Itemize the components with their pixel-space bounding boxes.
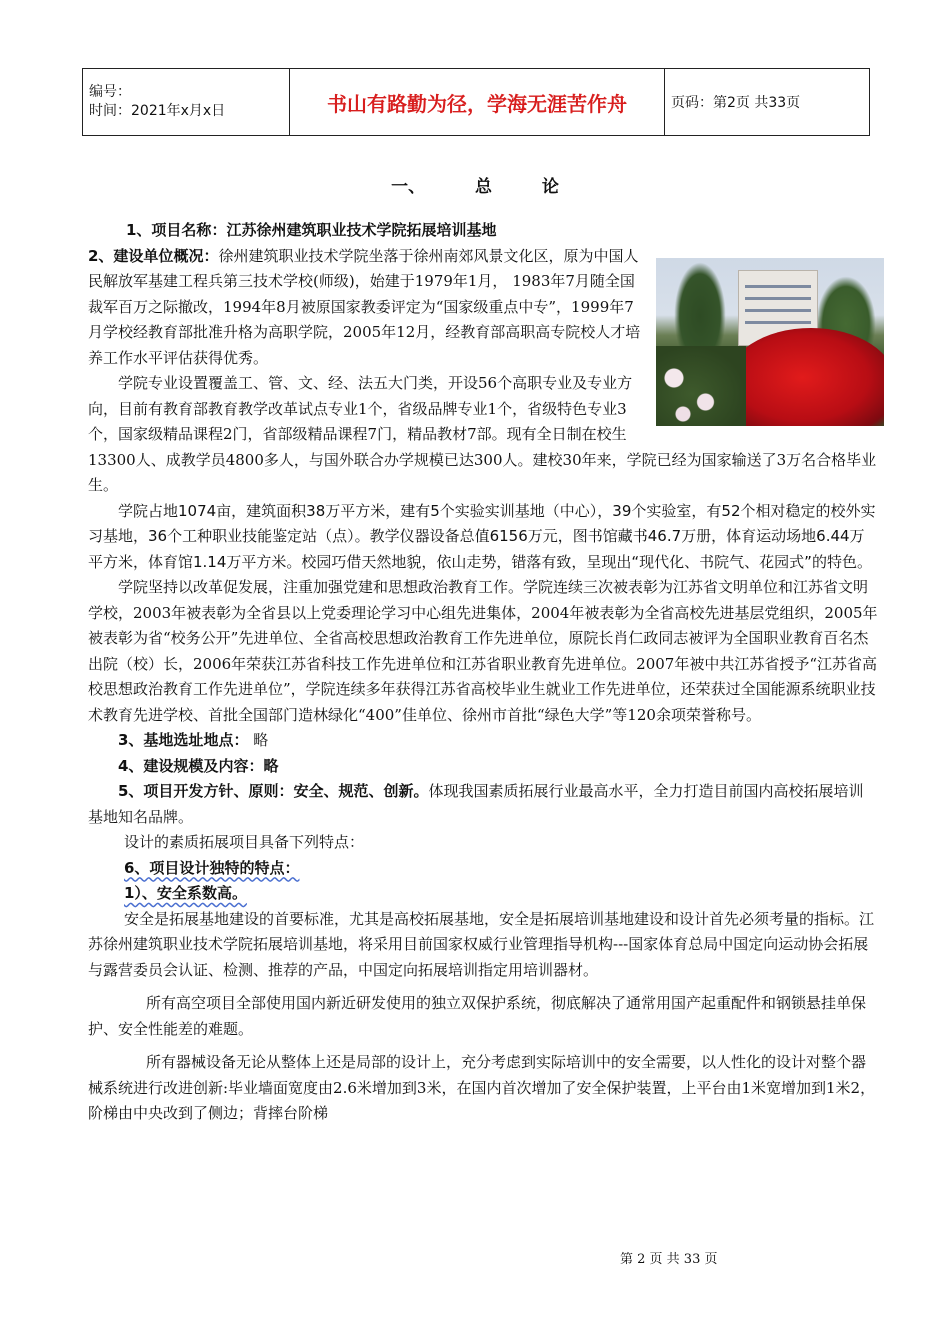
header-meta [83,69,290,136]
unit-overview-paragraph [88,244,878,372]
document-body [88,218,878,1127]
site-location-heading: 3、基地选址地点： [118,731,249,749]
unique-features-line [88,856,878,882]
equipment-design-paragraph: 所有器械设备无论从整体上还是局部的设计上，充分考虑到实际培训中的安全需要，以人性化的设计对整个器械系统进行改进创新:毕业墙面宽度由2.6米增加到3米，在国内首次增加了安全保护装置，上平台由1米宽增加到1米2，阶梯由中央改到了侧边；背摔台阶梯 [88,1053,876,1122]
chapter-number: 一、 [391,177,426,197]
majors-paragraph: 学院专业设置覆盖工、管、文、经、法五大门类，开设56个高职专业及专业方向，目前有教育部教育教学改革试点专业1个，省级品牌专业1个，省级特色专业3个，国家级精品课程2门，省部级精品课程7门，精品教材7部。现有全日制在校生13300人、成教学员4800多人，与国外联合办学规模已达300人。建校30年来，学院已经为国家输送了3万名合格毕业生。 [88,374,877,494]
high-altitude-paragraph [88,991,878,1042]
unique-features-heading: 6、项目设计独特的特点： [124,858,300,877]
policy-paragraph [88,779,878,830]
page-footer: 第 2 页 共 33 页 [620,1252,718,1267]
document-header [82,68,870,136]
features-intro-line: 设计的素质拓展项目具备下列特点： [124,833,365,851]
policy-text: 体现我国素质拓展行业最高水平，全力打造目前国内高校拓展培训基地知名品牌。 [88,782,864,826]
document-date: 时间：2021年x月x日 [89,103,226,119]
campus-photo-icon [656,258,884,426]
document-number-label: 编号： [89,84,131,100]
site-location-text: 略 [248,731,269,749]
project-name-heading: 1、项目名称：江苏徐州建筑职业技术学院拓展培训基地 [126,221,497,239]
header-motto: 书山有路勤为径，学海无涯苦作舟 [290,69,665,136]
safety-heading: 1）、安全系数高。 [124,884,247,902]
high-altitude-text: 所有高空项目全部使用国内新近研发使用的独立双保护系统，彻底解决了通常用国产起重配件和钢锁悬挂单保护、安全性能差的难题。 [88,994,867,1038]
honors-paragraph: 学院坚持以改革促发展，注重加强党建和思想政治教育工作。学院连续三次被表彰为江苏省文明单位和江苏省文明学校，2003年被表彰为全省县以上党委理论学习中心组先进集体，2004年被表彰为全省高校先进基层党组织，2005年被表彰为省“校务公开”先进单位、全省高校思想政治教育工作先进单位，原院长肖仁政同志被评为全国职业教育百名杰出院（校）长，2006年荣获江苏省科技工作先进单位和江苏省职业教育先进单位。2007年被中共江苏省授予“江苏省高校思想政治教育工作先进单位”，学院连续多年获得江苏省高校毕业生就业工作先进单位，还荣获过全国能源系统职业技术教育先进学校、首批全国部门造林绿化“400”佳单位、徐州市首批“绿色大学”等120余项荣誉称号。 [88,578,878,724]
unit-overview-heading: 2、建设单位概况： [88,246,219,265]
chapter-title-char-1: 总 [475,177,492,197]
safety-standard-paragraph: 安全是拓展基地建设的首要标准，尤其是高校拓展基地，安全是拓展培训基地建设和设计首先必须考量的指标。江苏徐州建筑职业技术学院拓展培训基地，将采用目前国家权威行业管理指导机构---国家体育总局中国定向运动协会拓展与露营委员会认证、检测、推荐的产品，中国定向拓展培训指定用培训器材。 [88,909,875,979]
scale-content-heading: 4、建设规模及内容：略 [118,756,279,775]
unit-overview-text: 徐州建筑职业技术学院坐落于徐州南郊风景文化区，原为中国人民解放军基建工程兵第三技术学校(师级)，始建于1979年1月， 1983年7月随全国裁军百万之际撤改，1994年8月被原国家教委评定为“国家级重点中专”，1999年7月学校经教育部批准升格为高职学院，2005年12月，经教育部高职高专院校人才培养工作水平评估获得优秀。 [88,246,641,367]
header-page-info: 页码：第2页 共33页 [665,69,870,136]
campus-facilities-paragraph: 学院占地1074亩，建筑面积38万平方米，建有5个实验实训基地（中心），39个实验室，有52个相对稳定的校外实习基地，36个工种职业技能鉴定站（点）。教学仪器设备总值6156万元，图书馆藏书46.7万册，体育运动场地6.44万平方米，体育馆1.14万平方米。校园巧借天然地貌，依山走势，错落有致，呈现出“现代化、书院气、花园式”的特色。 [88,501,876,571]
site-location-line [88,728,878,754]
policy-heading: 5、项目开发方针、原则：安全、规范、创新。 [118,782,429,800]
chapter-title-char-2: 论 [541,177,559,197]
safety-line [88,881,878,907]
chapter-title [0,172,950,197]
